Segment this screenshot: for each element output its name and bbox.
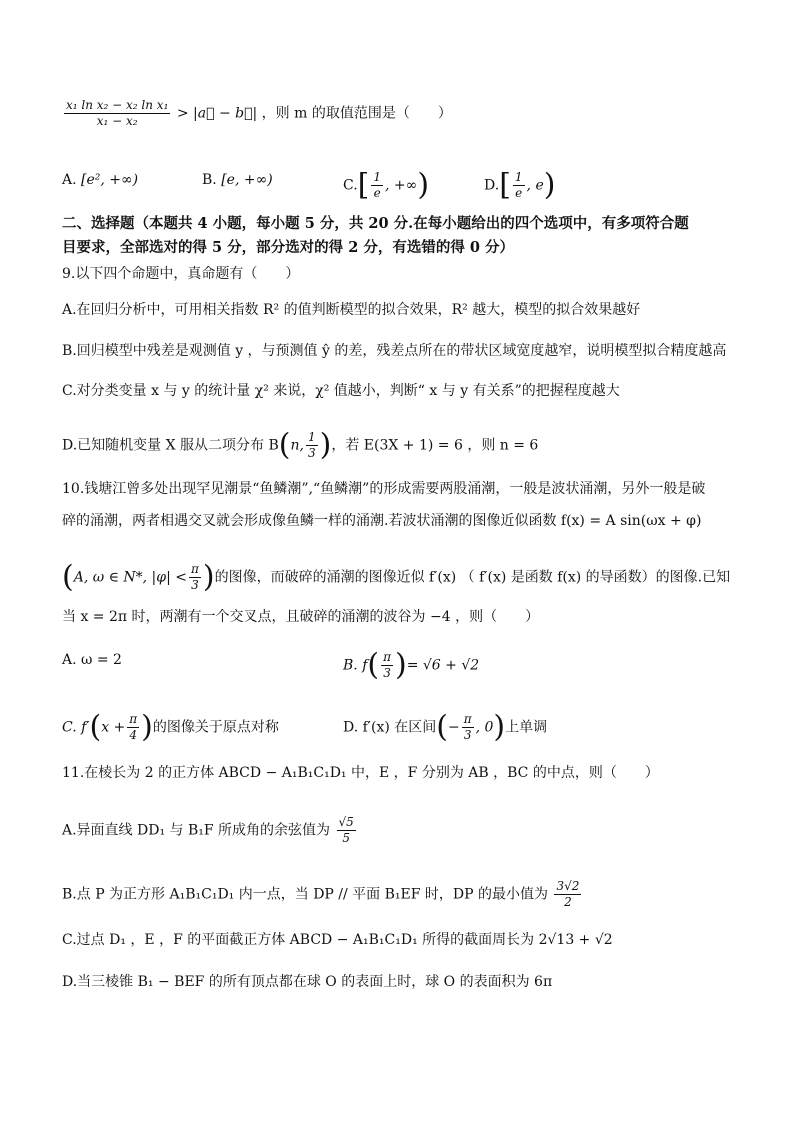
q9-option-d: D.已知随机变量 X 服从二项分布 B(n, $\frac{1}{3}$ )，若 E(3X + 1) = 6 ，则 n = 6 <box>62 427 539 463</box>
q9-stem: 9.以下四个命题中，真命题有（ ） <box>62 266 300 282</box>
q8-option-b: B. [e, +∞) <box>202 172 273 188</box>
q11-stem: 11.在棱长为 2 的正方体 ABCD − A₁B₁C₁D₁ 中，E ，F 分别为 AB ，BC 的中点，则（ ） <box>62 765 659 781</box>
q8-question-text: ，则 m 的取值范围是（ ） <box>261 105 452 122</box>
q11-option-d: D.当三棱锥 B₁ − BEF 的所有顶点都在球 O 的表面上时，球 O 的表面积为 6π <box>62 974 553 990</box>
q10-line4: 当 x = 2π 时，两潮有一个交叉点，且破碎的涌潮的波谷为 −4 ，则（ ） <box>62 609 540 625</box>
q8-option-c: C.[ $\frac{1}{e}$ , +∞) <box>343 167 430 203</box>
q8-option-a: A. [e², +∞) <box>62 172 139 188</box>
q11-option-a: A.异面直线 DD₁ 与 B₁F 所成角的余弦值为 $\frac{√5}{5}$ <box>62 815 354 845</box>
q10-option-a: A. ω = 2 <box>62 652 122 668</box>
q11-option-b: B.点 P 为正方形 A₁B₁C₁D₁ 内一点，当 DP // 平面 B₁EF 时，DP 的最小值为 $\frac{3√2}{2}$ <box>62 879 580 909</box>
q8-condition <box>62 98 452 129</box>
q10-option-c: C. f′(x + $\frac{\pi}{4}$ )的图像关于原点对称 <box>62 709 279 745</box>
q10-option-b: B. f( $\frac{\pi}{3}$ )= √6 + √2 <box>343 647 480 683</box>
q11-option-c: C.过点 D₁ ，E ，F 的平面截正方体 ABCD − A₁B₁C₁D₁ 所得的截面周长为 2√13 + √2 <box>62 932 613 948</box>
q9-option-a: A.在回归分析中，可用相关指数 R² 的值判断模型的拟合效果，R² 越大，模型的拟合效果越好 <box>62 302 641 318</box>
section2-heading-line1: 二、选择题（本题共 4 小题，每小题 5 分，共 20 分.在每小题给出的四个选项中，有多项符合题 <box>62 215 689 232</box>
q8-fraction: $\frac{\text{x₁ ln x₂ − x₂ ln x₁}}{\text{x₁ − x₂}}$ <box>66 98 169 128</box>
section2-heading-line2: 目要求，全部选对的得 5 分，部分选对的得 2 分，有选错的得 0 分） <box>62 239 515 256</box>
q10-line1: 10.钱塘江曾多处出现罕见潮景“鱼鳞潮”,“鱼鳞潮”的形成需要两股涌潮，一般是波状涌潮，另外一般是破 <box>62 481 706 497</box>
q9-option-c: C.对分类变量 x 与 y 的统计量 χ² 来说，χ² 值越小，判断“ x 与 y 有关系”的把握程度越大 <box>62 383 620 399</box>
q9-option-b: B.回归模型中残差是观测值 y ，与预测值 ŷ 的差，残差点所在的带状区域宽度越窄，说明模型拟合精度越高 <box>62 343 727 359</box>
q8-inequality: > |a⃗ − b⃗| <box>176 105 258 122</box>
q10-line3: (A, ω ∈ N*, |φ| < $\frac{\pi}{3}$ )的图像，而破碎的涌潮的图像近似 f′(x) （ f′(x) 是函数 f(x) 的导函数）的图像.已知 <box>62 559 731 595</box>
q10-option-d: D. f′(x) 在区间(− $\frac{\pi}{3}$ , 0)上单调 <box>343 709 548 745</box>
q8-option-d: D.[ $\frac{1}{e}$ , e) <box>484 167 556 203</box>
q10-line2: 碎的涌潮，两者相遇交叉就会形成像鱼鳞一样的涌潮.若波状涌潮的图像近似函数 f(x) = A sin(ωx + φ) <box>62 513 702 529</box>
